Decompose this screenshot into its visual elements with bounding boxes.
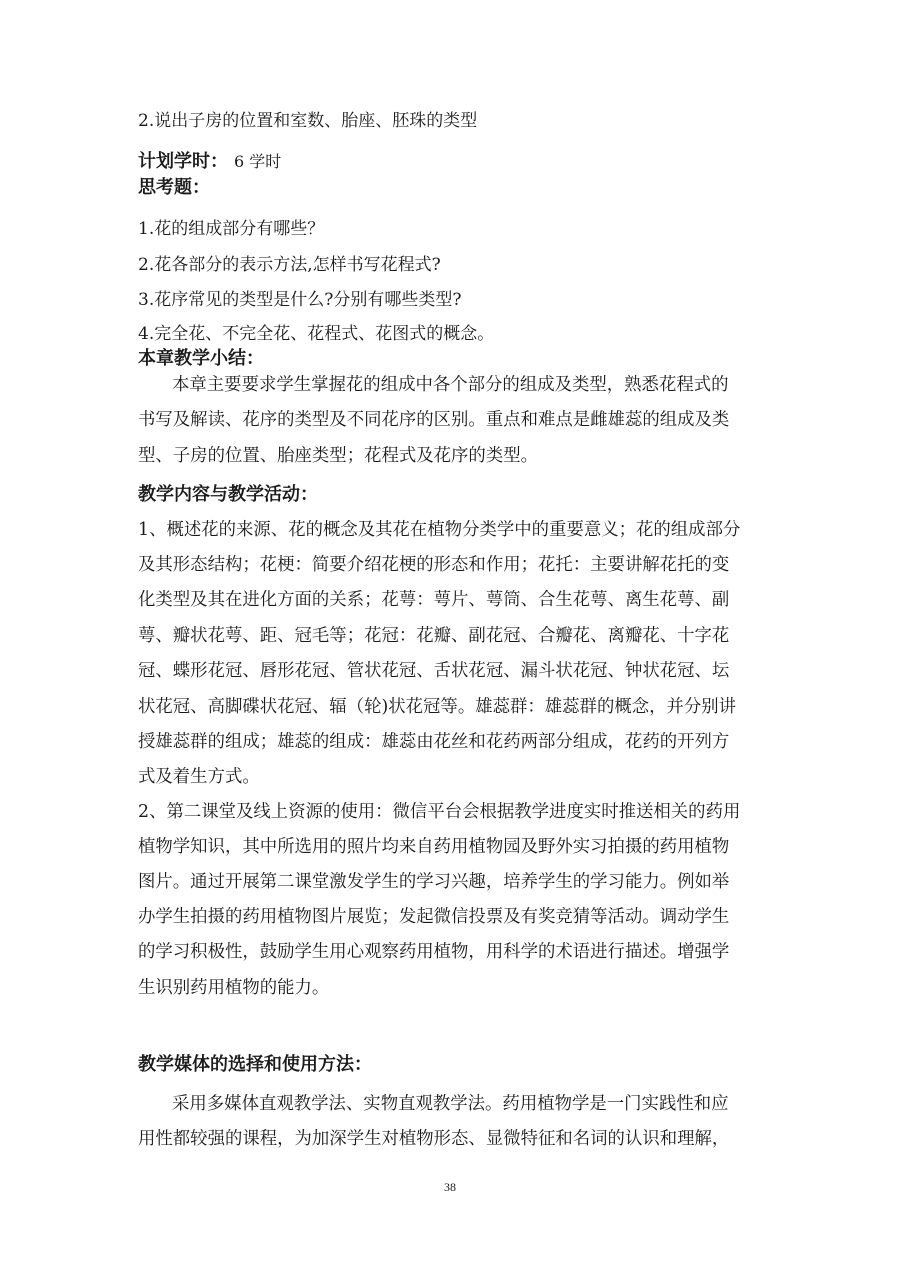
content-p2-line-5: 的学习积极性，鼓励学生用心观察药用植物，用科学的术语进行描述。增强学 [138,942,730,962]
plan-hours-value: 6 学时 [234,152,282,171]
content-p1-line-4: 萼、瓣状花萼、距、冠毛等；花冠：花瓣、副花冠、合瓣花、离瓣花、十字花 [138,626,730,646]
content-p1-line-6: 状花冠、高脚碟状花冠、辐（轮)状花冠等。雄蕊群：雄蕊群的概念，并分别讲 [138,697,737,717]
objective-item-2: 2.说出子房的位置和室数、胎座、胚珠的类型 [138,111,478,131]
summary-line-2: 书写及解读、花序的类型及不同花序的区别。重点和难点是雌雄蕊的组成及类 [138,410,730,430]
question-item-1: 1.花的组成部分有哪些？ [138,219,325,239]
content-p2-line-6: 生识别药用植物的能力。 [138,978,330,998]
media-line-2: 用性都较强的课程，为加深学生对植物形态、显微特征和名词的认识和理解， [138,1129,730,1149]
content-p2-line-1: 2、第二课堂及线上资源的使用：微信平台会根据教学进度实时推送相关的药用 [138,802,741,822]
summary-line-3: 型、子房的位置、胎座类型；花程式及花序的类型。 [138,446,538,466]
content-p1-line-5: 冠、蝶形花冠、唇形花冠、管状花冠、舌状花冠、漏斗状花冠、钟状花冠、坛 [138,661,730,681]
question-item-4: 4.完全花、不完全花、花程式、花图式的概念。 [138,324,495,344]
content-p2-line-2: 植物学知识，其中所选用的照片均来自药用植物园及野外实习拍摄的药用植物 [138,837,730,857]
summary-line-1: 本章主要要求学生掌握花的组成中各个部分的组成及类型，熟悉花程式的 [172,375,729,395]
media-heading: 教学媒体的选择和使用方法： [138,1054,372,1075]
media-line-1: 采用多媒体直观教学法、实物直观教学法。药用植物学是一门实践性和应 [172,1094,729,1114]
content-p2-line-4: 办学生拍摄的药用植物图片展览；发起微信投票及有奖竞猜等活动。调动学生 [138,907,730,927]
page-number: 38 [444,1180,456,1194]
questions-heading: 思考题： [138,177,210,198]
content-heading: 教学内容与教学活动： [138,484,318,505]
content-p1-line-2: 及其形态结构；花梗：简要介绍花梗的形态和作用；花托：主要讲解花托的变 [138,555,730,575]
content-p1-line-8: 式及着生方式。 [138,767,260,787]
content-p1-line-3: 化类型及其在进化方面的关系；花萼：萼片、萼筒、合生花萼、离生花萼、副 [138,590,730,610]
plan-hours-label: 计划学时： [138,151,228,172]
question-item-3: 3.花序常见的类型是什么?分别有哪些类型? [138,290,462,310]
plan-hours-line [138,150,281,174]
summary-heading: 本章教学小结： [138,348,264,369]
question-item-2: 2.花各部分的表示方法,怎样书写花程式? [138,255,441,275]
content-p1-line-7: 授雄蕊群的组成；雄蕊的组成：雄蕊由花丝和花药两部分组成，花药的开列方 [138,732,730,752]
content-p1-line-1: 1、概述花的来源、花的概念及其花在植物分类学中的重要意义；花的组成部分 [138,520,741,540]
content-p2-line-3: 图片。通过开展第二课堂激发学生的学习兴趣，培养学生的学习能力。例如举 [138,872,730,892]
